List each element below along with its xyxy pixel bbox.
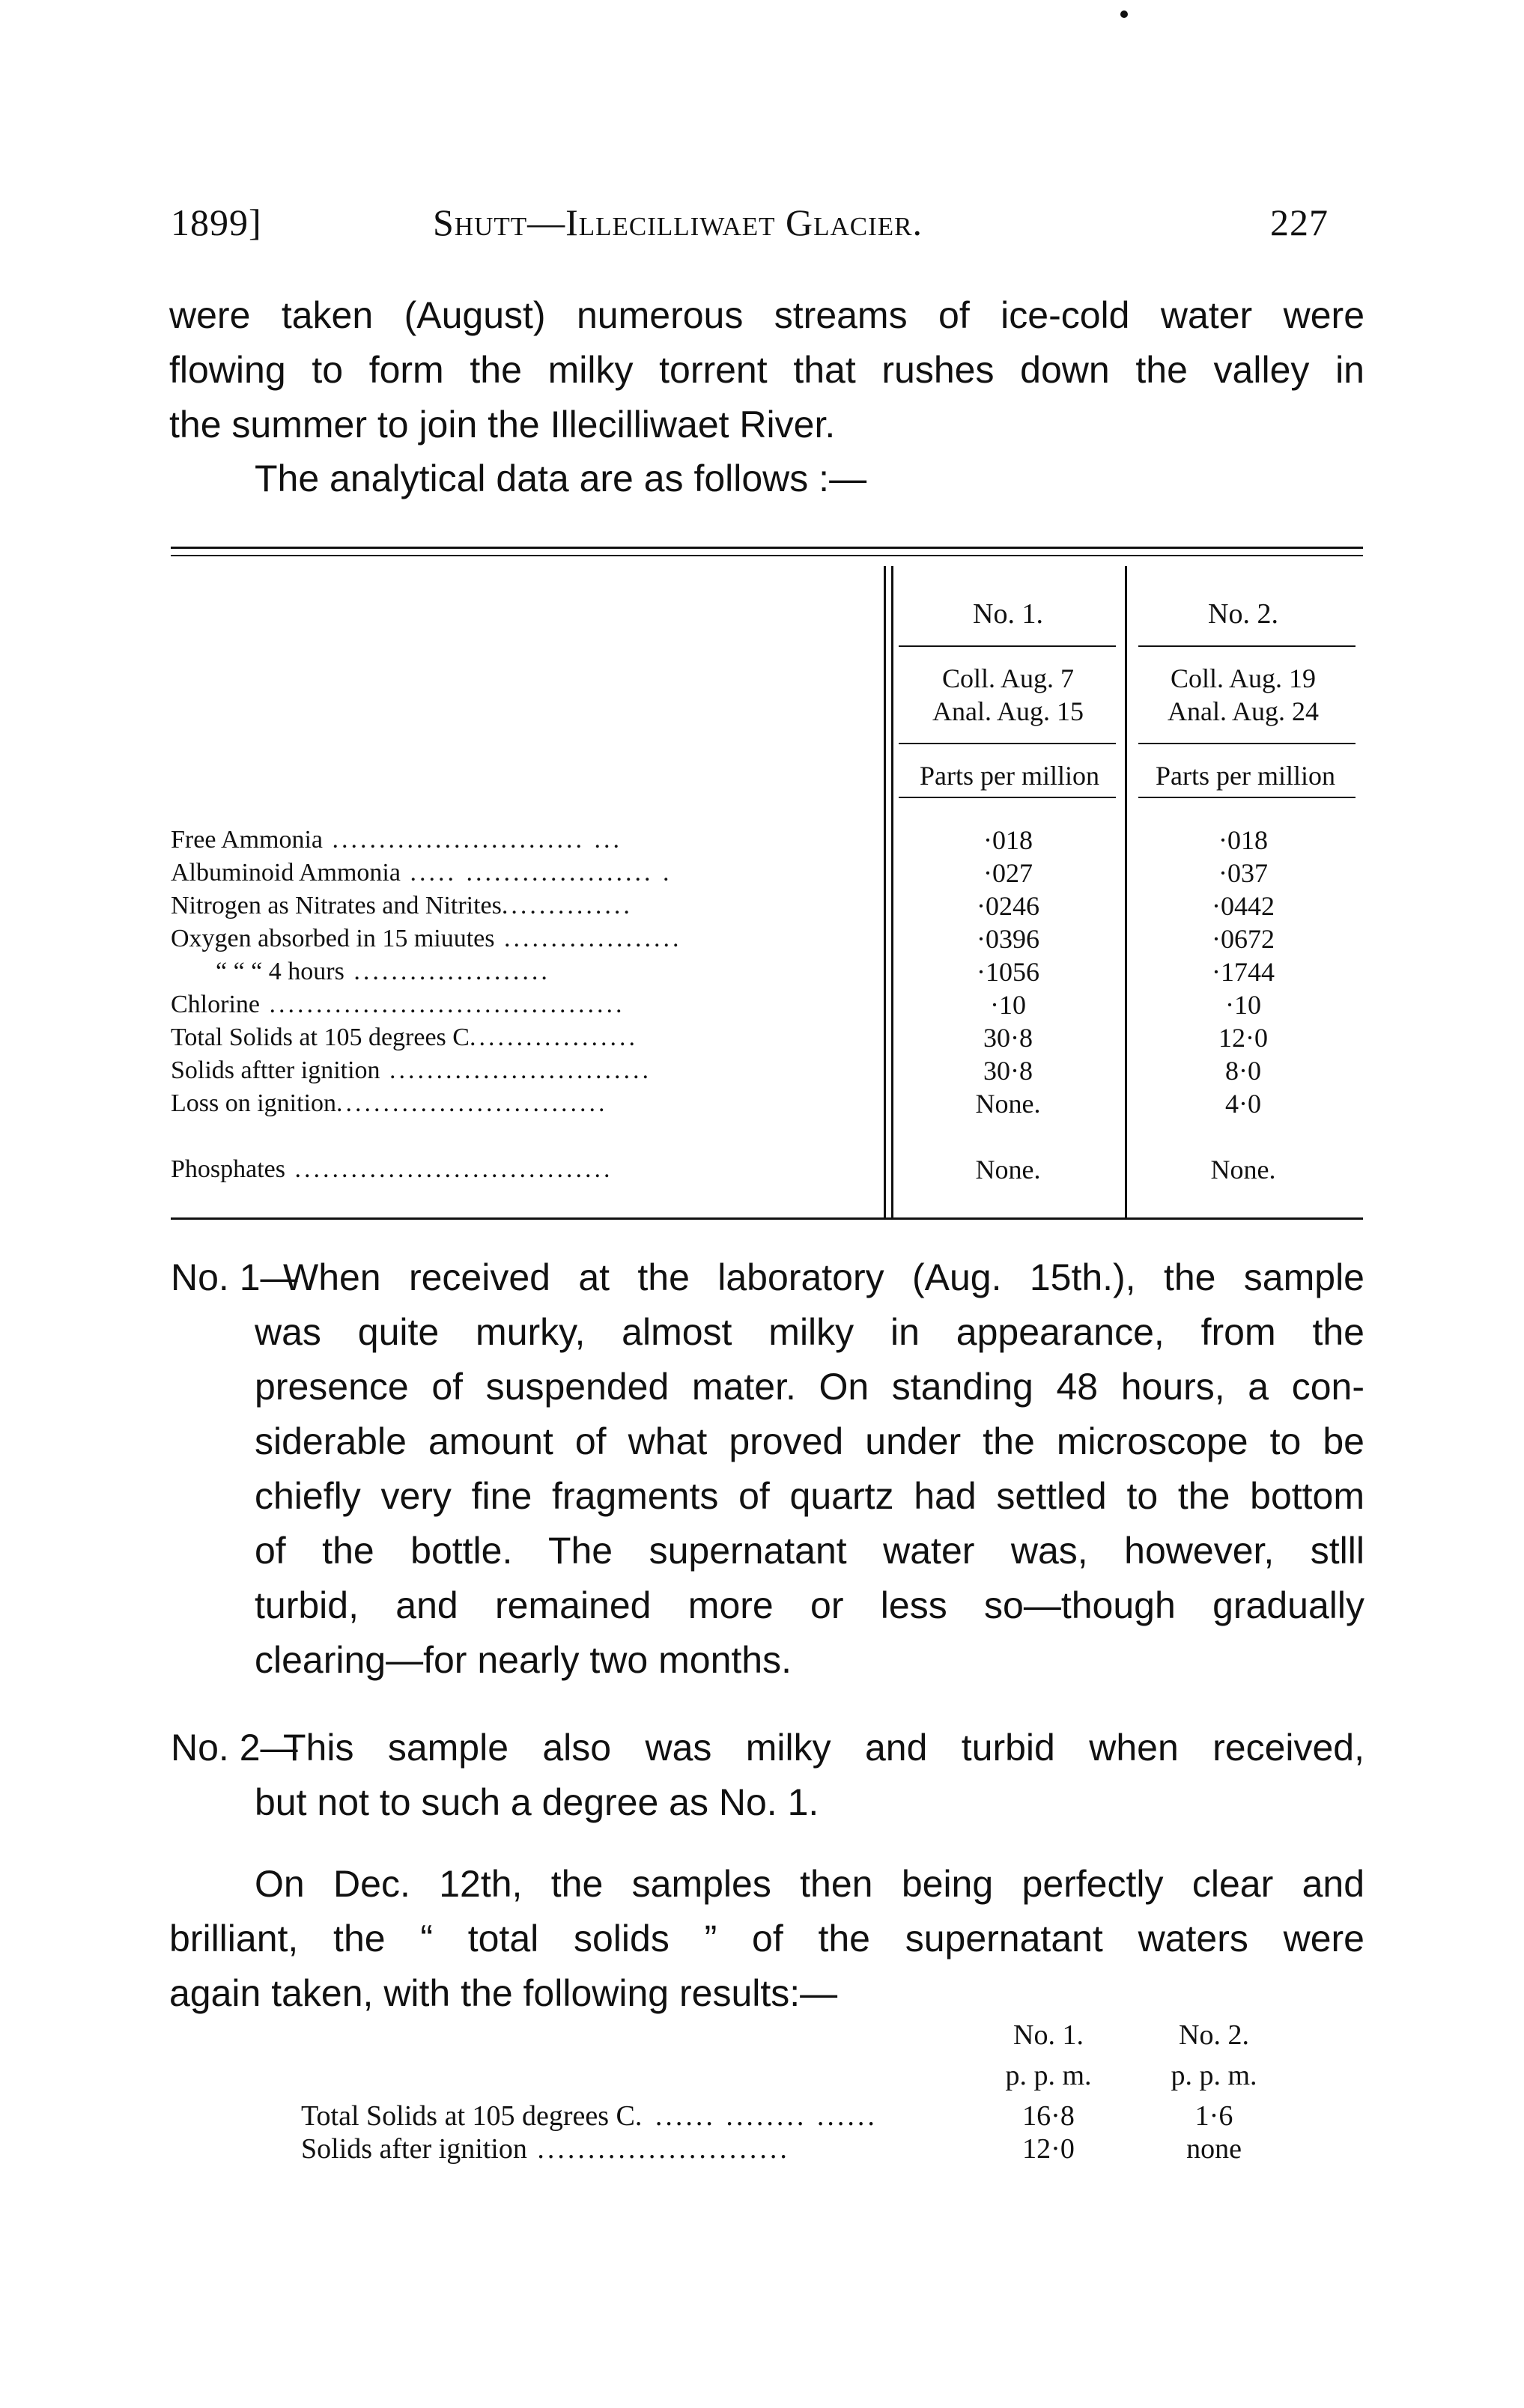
closing-line: On Dec. 12th, the samples then being perfectly clear and xyxy=(255,1863,1364,1905)
intro-line: the summer to join the Illecilliwaet River. xyxy=(169,404,836,446)
table-cell: 8·0 xyxy=(1225,1056,1261,1086)
table-row-label: Loss on ignition............................. xyxy=(171,1089,608,1117)
table-row-label: Phosphates .................................. xyxy=(171,1155,613,1183)
intro-line: were taken (August) numerous streams of ice-cold water were xyxy=(169,294,1364,336)
intro-lead-in: The analytical data are as follows :— xyxy=(255,457,867,499)
column-number: No. 2. xyxy=(1208,598,1278,630)
note-2-first-line xyxy=(283,1721,1364,1775)
table-cell: ·0442 xyxy=(1212,891,1275,921)
table-row-label: “ “ “ 4 hours ..................... xyxy=(216,958,550,985)
header-rule xyxy=(1138,797,1355,798)
table-cell: ·027 xyxy=(983,858,1033,888)
table-row-label: Chlorine ...................................... xyxy=(171,991,625,1018)
table-cell: ·10 xyxy=(1225,990,1261,1020)
column-unit: Parts per million xyxy=(920,761,1099,791)
note-line: siderable amount of what proved under the microscope to be xyxy=(255,1420,1364,1462)
table-cell: ·0246 xyxy=(977,891,1039,921)
table-row-label: Oxygen absorbed in 15 miuutes ................... xyxy=(171,925,682,952)
note-line: presence of suspended mater. On standing 48 hours, a con- xyxy=(255,1366,1364,1408)
results-header: No. 1. xyxy=(1013,2019,1084,2051)
note-line: of the bottle. The supernatant water was, however, stlll xyxy=(255,1530,1364,1572)
closing-body xyxy=(169,1912,1364,2021)
results-header: No. 2. xyxy=(1179,2019,1249,2051)
note-line: but not to such a degree as No. 1. xyxy=(255,1781,819,1823)
table-cell: ·018 xyxy=(983,825,1033,855)
column-analysed: Anal. Aug. 24 xyxy=(1168,696,1319,726)
column-collected: Coll. Aug. 19 xyxy=(1170,663,1317,693)
results-row-label: Total Solids at 105 degrees C. ...... ........ ...... xyxy=(301,2100,878,2132)
closing-line: brilliant, the “ total solids ” of the supernatant waters were xyxy=(169,1918,1364,1959)
intro-line: flowing to form the milky torrent that rushes down the valley in xyxy=(169,349,1364,391)
table-cell: ·0396 xyxy=(977,924,1039,954)
note-line: This sample also was milky and turbid when received, xyxy=(283,1727,1364,1769)
note-line: chiefly very fine fragments of quartz had settled to the bottom xyxy=(255,1475,1364,1517)
table-cell: ·0672 xyxy=(1212,924,1275,954)
table-cell: ·037 xyxy=(1218,858,1268,888)
results-cell: 16·8 xyxy=(1022,2100,1075,2132)
table-cell: None. xyxy=(975,1155,1041,1185)
table-row-label: Total Solids at 105 degrees C.................. xyxy=(171,1024,638,1051)
results-cell: 1·6 xyxy=(1194,2100,1233,2132)
table-top-rule-thin xyxy=(171,555,1363,556)
table-cell: None. xyxy=(1210,1155,1276,1185)
stray-mark xyxy=(1120,10,1128,18)
table-column-rule xyxy=(884,566,886,1217)
header-rule xyxy=(899,645,1116,647)
table-row-label: Albuminoid Ammonia ..... .................... . xyxy=(171,859,673,887)
column-analysed: Anal. Aug. 15 xyxy=(932,696,1084,726)
table-column-rule xyxy=(1125,566,1127,1217)
header-rule xyxy=(899,797,1116,798)
note-1-body xyxy=(255,1305,1364,1688)
table-cell: ·10 xyxy=(990,990,1026,1020)
closing-first-line xyxy=(255,1857,1364,1912)
table-cell: ·018 xyxy=(1218,825,1268,855)
note-1-lead: No. 1— xyxy=(171,1256,298,1298)
table-cell: ·1744 xyxy=(1212,957,1275,987)
note-line: clearing—for nearly two months. xyxy=(255,1639,792,1681)
note-1-first-line xyxy=(283,1250,1364,1305)
results-unit: p. p. m. xyxy=(1171,2060,1257,2091)
table-column-rule xyxy=(891,566,893,1217)
note-2-lead: No. 2— xyxy=(171,1727,298,1769)
header-rule xyxy=(899,743,1116,744)
page-number: 227 xyxy=(1270,201,1329,243)
table-cell: 4·0 xyxy=(1225,1089,1261,1119)
closing-line: again taken, with the following results:— xyxy=(169,1972,838,2014)
table-row-label: Free Ammonia ........................... ... xyxy=(171,826,623,854)
note-line: was quite murky, almost milky in appearance, from the xyxy=(255,1311,1364,1353)
table-cell: ·1056 xyxy=(977,957,1039,987)
table-cell: None. xyxy=(975,1089,1041,1119)
column-collected: Coll. Aug. 7 xyxy=(941,663,1075,693)
results-cell: none xyxy=(1186,2133,1242,2165)
results-row-label: Solids after ignition ......................... xyxy=(301,2133,790,2165)
intro-paragraph xyxy=(169,288,1364,452)
header-title: Shutt—Illecilliwaet Glacier. xyxy=(433,201,923,243)
table-bottom-rule xyxy=(171,1217,1363,1220)
note-2-body xyxy=(255,1775,1364,1830)
table-cell: 30·8 xyxy=(983,1056,1033,1086)
header-rule xyxy=(1138,743,1355,744)
results-cell: 12·0 xyxy=(1022,2133,1075,2165)
header-year: 1899] xyxy=(171,201,262,243)
table-cell: 12·0 xyxy=(1218,1023,1268,1053)
column-unit: Parts per million xyxy=(1156,761,1335,791)
column-number: No. 1. xyxy=(973,598,1043,630)
header-rule xyxy=(1138,645,1355,647)
table-row-label: Nitrogen as Nitrates and Nitrites.............. xyxy=(171,892,633,919)
note-line: When received at the laboratory (Aug. 15th.), the sample xyxy=(283,1256,1364,1298)
table-cell: 30·8 xyxy=(983,1023,1033,1053)
table-top-rule xyxy=(171,547,1363,549)
note-line: turbid, and remained more or less so—though gradually xyxy=(255,1584,1364,1626)
results-unit: p. p. m. xyxy=(1005,2060,1092,2091)
table-row-label: Solids aftter ignition ............................ xyxy=(171,1056,652,1084)
